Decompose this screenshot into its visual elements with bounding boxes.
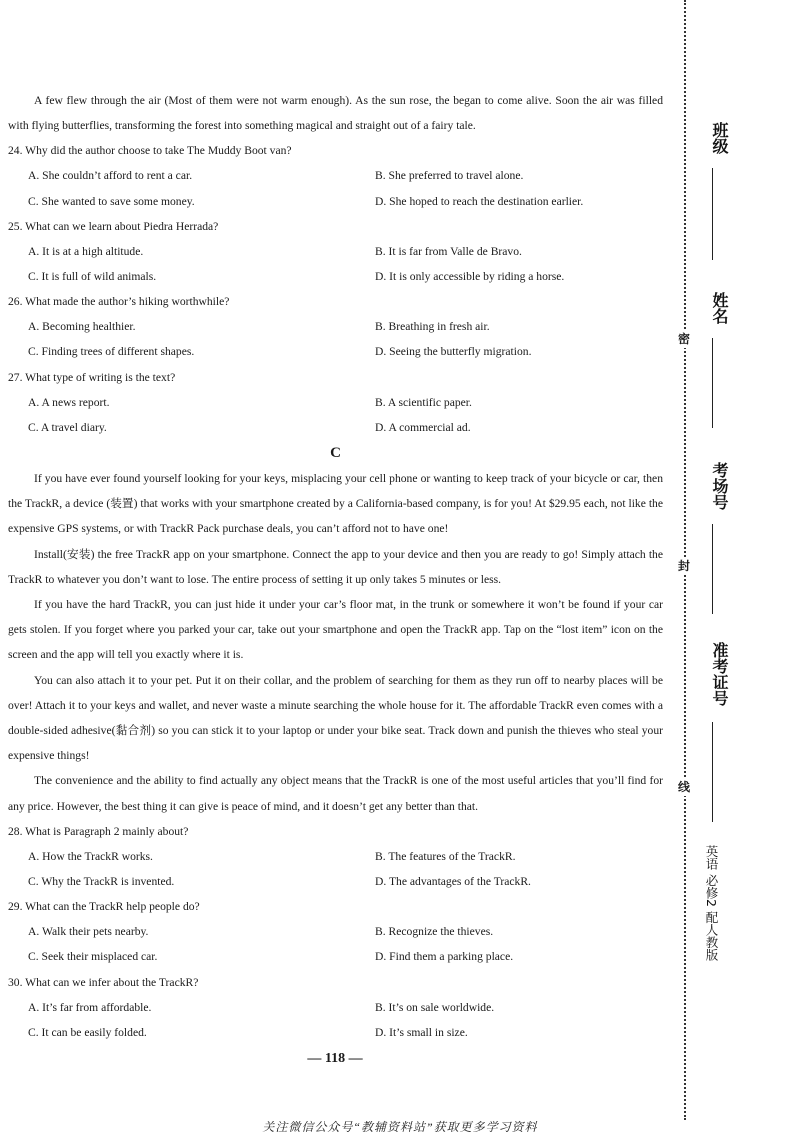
option-a: A. Becoming healthier.	[28, 320, 136, 334]
question-25	[8, 214, 663, 289]
option-b: B. The features of the TrackR.	[375, 849, 516, 863]
question-stem: 30. What can we infer about the TrackR?	[8, 975, 199, 989]
option-c: C. It is full of wild animals.	[28, 270, 157, 284]
option-b: B. It is far from Valle de Bravo.	[375, 244, 522, 258]
binding-margin	[684, 0, 800, 1139]
option-d: D. Seeing the butterfly migration.	[375, 345, 532, 359]
option-b: B. She preferred to travel alone.	[375, 169, 524, 183]
question-stem: 26. What made the author’s hiking worthwhile?	[8, 295, 230, 309]
option-a: A. It is at a high altitude.	[28, 244, 144, 258]
footer-note: 关注微信公众号“教辅资料站”获取更多学习资料	[262, 1120, 538, 1134]
seal-mark-mi: 密	[678, 332, 691, 346]
question-stem: 28. What is Paragraph 2 mainly about?	[8, 824, 189, 838]
option-c: C. Finding trees of different shapes.	[28, 345, 195, 359]
page-number: — 118 —	[307, 1051, 363, 1066]
passage-paragraph: The convenience and the ability to find actually any object means that the TrackR is one of the most useful articles that you’ll find for any price. However, the best thing it can give is peace of mind, and it doesn’t get any better than that.	[8, 774, 663, 813]
option-b: B. It’s on sale worldwide.	[375, 1000, 495, 1014]
field-label-class: 班级	[710, 122, 729, 154]
passage-paragraph: If you have the hard TrackR, you can just hide it under your car’s floor mat, in the trunk or somewhere it won’t be found if your car gets stolen. If you forget where you parked your car, take out your smartphone and open the TrackR app. Tap on the “lost item” icon on the screen and the app will tell you exactly where it is.	[8, 598, 663, 662]
field-line-name	[712, 338, 713, 428]
option-a: A. She couldn’t afford to rent a car.	[28, 169, 193, 183]
option-b: B. Recognize the thieves.	[375, 925, 494, 939]
option-c: C. Why the TrackR is invented.	[28, 875, 175, 889]
section-heading: C	[330, 445, 341, 462]
option-b: B. Breathing in fresh air.	[375, 320, 490, 334]
option-c: C. It can be easily folded.	[28, 1025, 147, 1039]
field-label-exam-id: 准考证号	[710, 642, 729, 706]
question-29	[8, 894, 663, 969]
option-a: A. How the TrackR works.	[28, 849, 153, 863]
passage-paragraph: If you have ever found yourself looking for your keys, misplacing your cell phone or wanting to keep track of your bicycle or car, then the TrackR, a device (装置) that works with your smartphone created by a California-based company, is for you! At $29.95 each, not like the expensive GPS systems, or with TrackR Pack purchase deals, you can’t afford not to have one!	[8, 472, 663, 536]
question-26	[8, 289, 663, 364]
passage-paragraph: You can also attach it to your pet. Put it on their collar, and the problem of searching for them as they run off to nearby places will be over! Attach it to your keys and wallet, and never waste a minute searching the whole house for it. The affordable TrackR even comes with a double-sided adhesive(黏合剂) so you can stick it to your laptop or under your bike seat. Track down and punish the thieves who steal your expensive things!	[8, 673, 663, 763]
option-d: D. Find them a parking place.	[375, 950, 514, 964]
option-d: D. It is only accessible by riding a horse.	[375, 270, 565, 284]
passage-b-ending: A few flew through the air (Most of them were not warm enough). As the sun rose, the began to come alive. Soon the air was filled with flying butterflies, transforming the forest into something magical and straight out of a fairy tale.	[8, 94, 663, 133]
question-30	[8, 970, 663, 1045]
question-stem: 25. What can we learn about Piedra Herrada?	[8, 219, 219, 233]
question-28	[8, 819, 663, 894]
field-label-name: 姓名	[710, 292, 729, 324]
field-line-exam-id	[712, 722, 713, 822]
option-a: A. It’s far from affordable.	[28, 1000, 152, 1014]
option-c: C. Seek their misplaced car.	[28, 950, 158, 964]
question-stem: 29. What can the TrackR help people do?	[8, 900, 200, 914]
question-stem: 24. Why did the author choose to take The Muddy Boot van?	[8, 144, 292, 158]
option-c: C. She wanted to save some money.	[28, 194, 195, 208]
field-label-exam-room: 考场号	[710, 462, 729, 510]
subject-label: 英语 必修2 配人教版	[704, 845, 719, 961]
option-a: A. A news report.	[28, 395, 110, 409]
question-24	[8, 138, 663, 213]
seal-mark-xian: 线	[678, 780, 691, 794]
option-d: D. She hoped to reach the destination earlier.	[375, 194, 584, 208]
question-27	[8, 365, 663, 440]
field-line-class	[712, 168, 713, 260]
option-b: B. A scientific paper.	[375, 395, 472, 409]
option-d: D. It’s small in size.	[375, 1025, 468, 1039]
field-line-exam-room	[712, 524, 713, 614]
question-stem: 27. What type of writing is the text?	[8, 370, 176, 384]
exam-content	[8, 88, 663, 1045]
option-a: A. Walk their pets nearby.	[28, 925, 149, 939]
option-c: C. A travel diary.	[28, 420, 107, 434]
seal-mark-feng: 封	[678, 559, 691, 573]
passage-paragraph: Install(安装) the free TrackR app on your smartphone. Connect the app to your device and then you are ready to go! Simply attach the TrackR to whatever you don’t want to lose. The entire process of setting it up only takes 5 minutes or less.	[8, 547, 663, 586]
option-d: D. A commercial ad.	[375, 420, 471, 434]
option-d: D. The advantages of the TrackR.	[375, 875, 531, 889]
